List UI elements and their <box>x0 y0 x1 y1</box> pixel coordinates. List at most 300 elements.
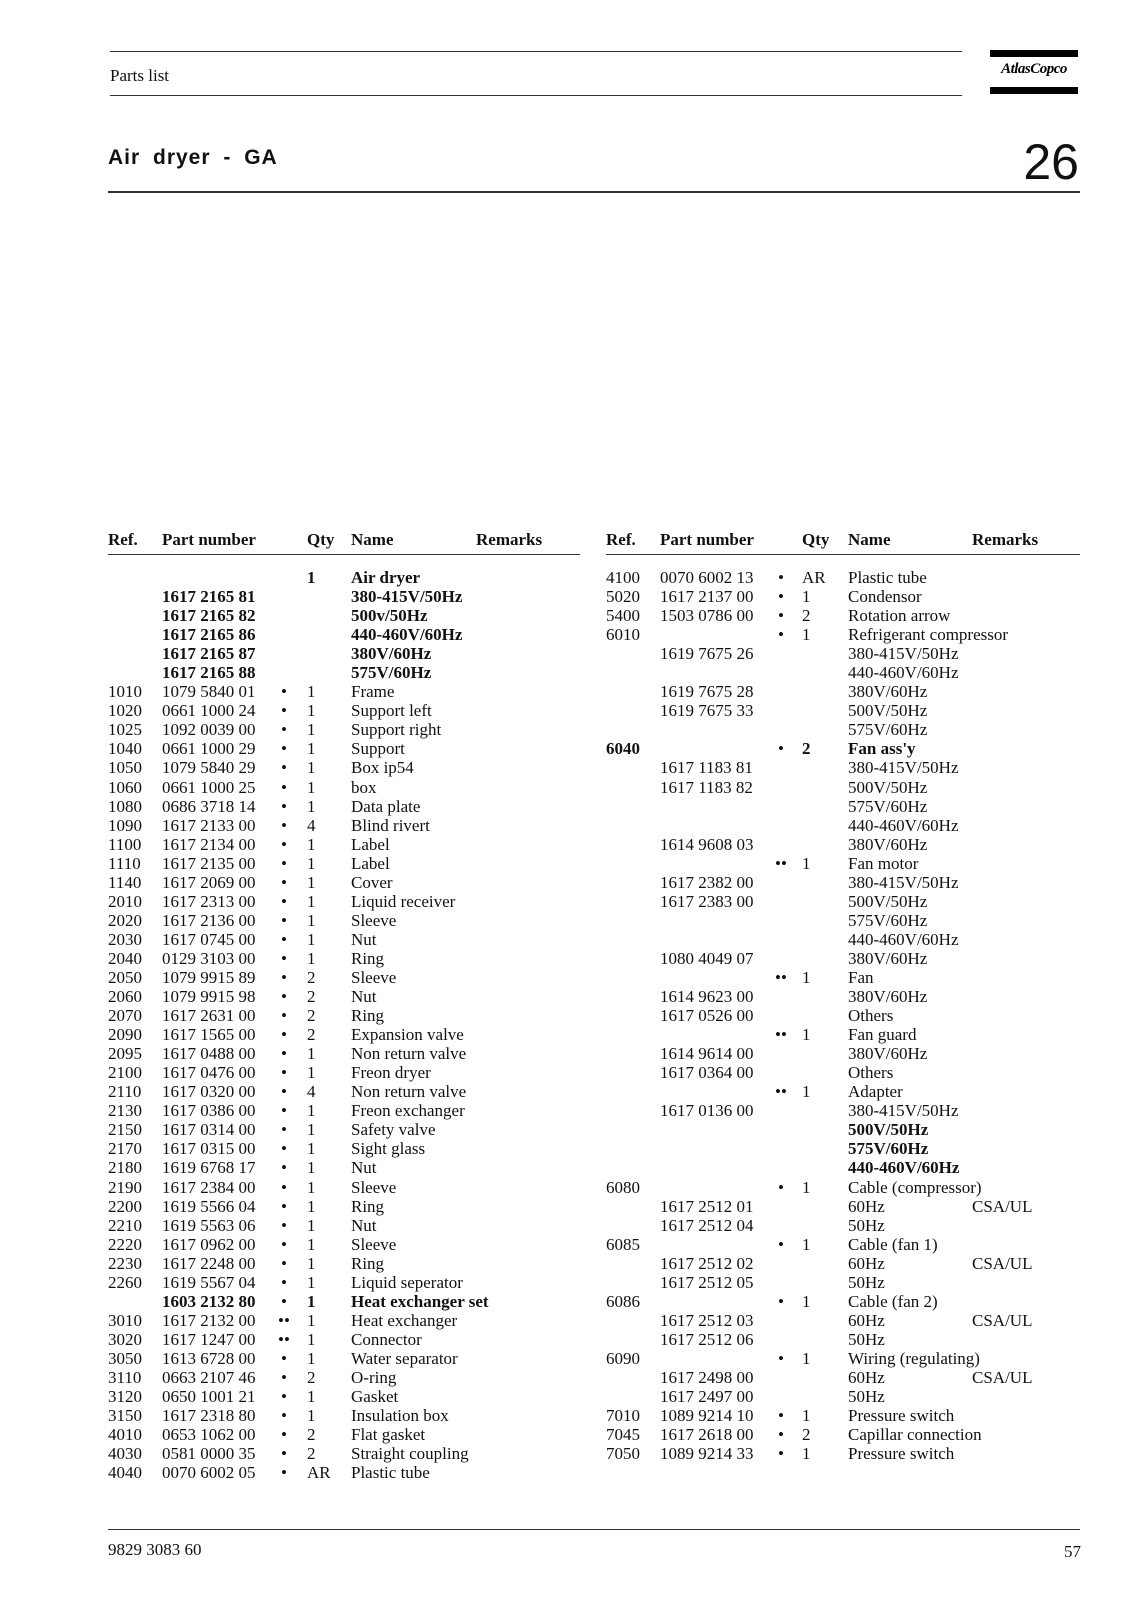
row-qty: 1 <box>307 1044 316 1064</box>
row-ref: 5020 <box>606 587 640 607</box>
row-part-number: 1617 2134 00 <box>162 834 256 854</box>
table-body-right <box>606 568 1080 1463</box>
table-row <box>108 1063 580 1082</box>
row-qty: 1 <box>307 929 316 949</box>
row-marker: • <box>778 568 784 587</box>
row-name: Fan ass'y <box>848 739 916 759</box>
row-qty: 1 <box>802 1025 811 1045</box>
row-ref: 1080 <box>108 796 142 816</box>
table-row <box>606 854 1080 873</box>
row-qty: 1 <box>307 1387 316 1407</box>
row-qty: 1 <box>307 720 316 740</box>
row-part-number: 0581 0000 35 <box>162 1444 256 1464</box>
row-name: Cable (compressor) <box>848 1177 982 1197</box>
row-qty: 1 <box>307 796 316 816</box>
table-row <box>606 644 1080 663</box>
table-row <box>108 625 580 644</box>
row-name: Support right <box>351 720 442 740</box>
row-name: Sleeve <box>351 1234 397 1254</box>
row-name: Condensor <box>848 587 922 607</box>
row-part-number: 1614 9608 03 <box>660 834 754 854</box>
row-marker: • <box>778 1425 784 1445</box>
table-header <box>108 530 580 552</box>
row-ref: 7010 <box>606 1406 640 1426</box>
table-row <box>606 701 1080 720</box>
row-marker: • <box>281 1101 287 1121</box>
row-part-number: 0650 1001 21 <box>162 1387 256 1407</box>
row-name: box <box>351 777 377 797</box>
row-name: Insulation box <box>351 1406 449 1426</box>
row-qty: 1 <box>802 1177 811 1197</box>
row-name: 500V/50Hz <box>848 1120 929 1140</box>
table-row <box>606 606 1080 625</box>
row-qty: 1 <box>802 1444 811 1464</box>
table-row <box>108 1101 580 1120</box>
row-ref: 6086 <box>606 1291 640 1311</box>
row-name: Freon dryer <box>351 1063 431 1083</box>
row-part-number: 1617 2382 00 <box>660 872 754 892</box>
row-part-number: 0653 1062 00 <box>162 1425 256 1445</box>
row-name: Sleeve <box>351 910 397 930</box>
table-row <box>108 1216 580 1235</box>
row-ref: 2130 <box>108 1101 142 1121</box>
row-marker: • <box>778 1234 784 1254</box>
row-name: 60Hz <box>848 1253 885 1273</box>
table-row <box>108 1006 580 1025</box>
table-row <box>606 892 1080 911</box>
row-qty: 1 <box>307 777 316 797</box>
row-part-number: 1617 1565 00 <box>162 1025 256 1045</box>
row-ref: 6085 <box>606 1234 640 1254</box>
row-name: Label <box>351 853 390 873</box>
row-qty: 1 <box>802 1291 811 1311</box>
row-marker: •• <box>278 1329 290 1349</box>
row-part-number: 1617 0315 00 <box>162 1139 256 1159</box>
table-row <box>606 758 1080 777</box>
row-part-number: 1617 2135 00 <box>162 853 256 873</box>
row-part-number: 1617 2165 86 <box>162 625 256 645</box>
row-marker: • <box>281 1044 287 1064</box>
row-name: Gasket <box>351 1387 399 1407</box>
row-ref: 3150 <box>108 1406 142 1426</box>
row-qty: 1 <box>307 1291 316 1311</box>
row-part-number: 1614 9623 00 <box>660 987 754 1007</box>
table-row <box>606 968 1080 987</box>
row-marker: • <box>778 1177 784 1197</box>
row-part-number: 1617 0314 00 <box>162 1120 256 1140</box>
row-name: Fan <box>848 967 874 987</box>
row-marker: • <box>281 853 287 873</box>
row-part-number: 1089 9214 10 <box>660 1406 754 1426</box>
table-row <box>108 778 580 797</box>
row-qty: 1 <box>802 1082 811 1102</box>
table-row <box>606 1349 1080 1368</box>
row-marker: • <box>281 834 287 854</box>
row-qty: 1 <box>307 1215 316 1235</box>
row-ref: 2090 <box>108 1025 142 1045</box>
row-ref: 2190 <box>108 1177 142 1197</box>
row-name: Liquid receiver <box>351 891 456 911</box>
row-qty: 2 <box>307 987 316 1007</box>
row-name: Frame <box>351 682 395 702</box>
row-ref: 2180 <box>108 1158 142 1178</box>
row-name: Fan motor <box>848 853 919 873</box>
row-name: Support left <box>351 701 432 721</box>
row-name: Ring <box>351 1006 385 1026</box>
row-part-number: 1619 5563 06 <box>162 1215 256 1235</box>
table-row <box>606 625 1080 644</box>
page-title: Air dryer - GA <box>108 146 278 169</box>
row-part-number: 1619 7675 33 <box>660 701 754 721</box>
row-name: Air dryer <box>351 568 421 587</box>
row-part-number: 1617 0320 00 <box>162 1082 256 1102</box>
row-name: Blind rivert <box>351 815 430 835</box>
row-marker: • <box>281 720 287 740</box>
row-ref: 2070 <box>108 1006 142 1026</box>
table-row <box>108 644 580 663</box>
table-row <box>108 854 580 873</box>
table-row <box>108 758 580 777</box>
row-marker: • <box>281 1387 287 1407</box>
header-top-rule <box>110 51 962 52</box>
row-name: 575V/60Hz <box>848 720 928 740</box>
row-marker: • <box>281 1406 287 1426</box>
row-part-number: 1617 2165 87 <box>162 644 256 664</box>
row-ref: 2170 <box>108 1139 142 1159</box>
row-part-number: 1617 2631 00 <box>162 1006 256 1026</box>
row-part-number: 1617 1183 82 <box>660 777 753 797</box>
row-qty: 4 <box>307 815 316 835</box>
row-part-number: 1617 1247 00 <box>162 1329 256 1349</box>
row-name: 50Hz <box>848 1272 885 1292</box>
row-qty: 1 <box>307 872 316 892</box>
row-marker: • <box>281 1234 287 1254</box>
row-name: Cable (fan 2) <box>848 1291 938 1311</box>
table-row <box>606 1139 1080 1158</box>
row-marker: • <box>281 1177 287 1197</box>
row-qty: 1 <box>307 1406 316 1426</box>
row-marker: •• <box>775 1082 787 1102</box>
row-name: Label <box>351 834 390 854</box>
row-part-number: 1617 0488 00 <box>162 1044 256 1064</box>
row-name: Support <box>351 739 405 759</box>
row-part-number: 1617 0364 00 <box>660 1063 754 1083</box>
row-ref: 1050 <box>108 758 142 778</box>
row-remarks: CSA/UL <box>972 1310 1033 1330</box>
row-ref: 2020 <box>108 910 142 930</box>
table-row <box>606 930 1080 949</box>
row-part-number: 1617 2384 00 <box>162 1177 256 1197</box>
document-number: 9829 3083 60 <box>108 1540 202 1559</box>
row-ref: 2030 <box>108 929 142 949</box>
row-marker: • <box>778 1444 784 1464</box>
row-qty: 1 <box>307 853 316 873</box>
row-name: Adapter <box>848 1082 903 1102</box>
row-qty: 1 <box>307 1234 316 1254</box>
row-name: Liquid seperator <box>351 1272 463 1292</box>
row-marker: • <box>281 1272 287 1292</box>
row-qty: 1 <box>307 682 316 702</box>
logo-top-bar <box>990 50 1078 57</box>
row-marker: • <box>281 1444 287 1464</box>
row-marker: • <box>281 739 287 759</box>
table-row <box>108 1158 580 1177</box>
row-part-number: 1617 2512 02 <box>660 1253 754 1273</box>
row-ref: 2260 <box>108 1272 142 1292</box>
table-row <box>108 1044 580 1063</box>
row-part-number: 1617 2136 00 <box>162 910 256 930</box>
row-part-number: 1619 7675 28 <box>660 682 754 702</box>
row-qty: 1 <box>307 1101 316 1121</box>
table-row <box>606 873 1080 892</box>
row-part-number: 1614 9614 00 <box>660 1044 754 1064</box>
table-row <box>108 930 580 949</box>
row-name: Rotation arrow <box>848 606 951 626</box>
table-row <box>108 873 580 892</box>
row-part-number: 1613 6728 00 <box>162 1348 256 1368</box>
row-qty: 2 <box>307 1025 316 1045</box>
table-row <box>108 1120 580 1139</box>
row-ref: 1090 <box>108 815 142 835</box>
row-name: Heat exchanger <box>351 1310 458 1330</box>
row-name: 50Hz <box>848 1329 885 1349</box>
table-row <box>108 1368 580 1387</box>
table-row <box>606 1387 1080 1406</box>
row-name: 575V/60Hz <box>848 910 928 930</box>
row-ref: 2230 <box>108 1253 142 1273</box>
row-marker: • <box>281 777 287 797</box>
table-row <box>606 1292 1080 1311</box>
row-marker: • <box>778 587 784 607</box>
row-part-number: 1503 0786 00 <box>660 606 754 626</box>
row-ref: 3020 <box>108 1329 142 1349</box>
row-qty: 2 <box>307 1367 316 1387</box>
row-ref: 4040 <box>108 1463 142 1483</box>
row-part-number: 1617 2248 00 <box>162 1253 256 1273</box>
row-marker: • <box>778 739 784 759</box>
table-header <box>606 530 1080 552</box>
row-name: Non return valve <box>351 1082 467 1102</box>
row-marker: • <box>281 1215 287 1235</box>
row-name: 500V/50Hz <box>848 777 928 797</box>
row-ref: 4100 <box>606 568 640 587</box>
header-name: Name <box>848 530 891 549</box>
row-ref: 3050 <box>108 1348 142 1368</box>
table-row <box>108 1273 580 1292</box>
row-ref: 1020 <box>108 701 142 721</box>
row-qty: 1 <box>802 967 811 987</box>
row-name: 380V/60Hz <box>848 987 928 1007</box>
row-marker: • <box>281 1006 287 1026</box>
row-part-number: 1617 2069 00 <box>162 872 256 892</box>
row-name: 500V/50Hz <box>848 891 928 911</box>
row-marker: •• <box>278 1310 290 1330</box>
table-row <box>606 911 1080 930</box>
row-ref: 6010 <box>606 625 640 645</box>
row-name: Freon exchanger <box>351 1101 465 1121</box>
row-qty: 1 <box>802 625 811 645</box>
row-marker: • <box>281 1139 287 1159</box>
row-name: Data plate <box>351 796 421 816</box>
table-row <box>108 587 580 606</box>
row-part-number: 1089 9214 33 <box>660 1444 754 1464</box>
table-row <box>108 1444 580 1463</box>
row-marker: • <box>281 682 287 702</box>
table-row <box>606 949 1080 968</box>
row-part-number: 1619 7675 26 <box>660 644 754 664</box>
row-part-number: 1617 2498 00 <box>660 1367 754 1387</box>
row-marker: • <box>778 1291 784 1311</box>
table-row <box>606 987 1080 1006</box>
row-qty: 1 <box>802 853 811 873</box>
row-qty: 1 <box>307 1158 316 1178</box>
row-qty: 4 <box>307 1082 316 1102</box>
row-name: Expansion valve <box>351 1025 464 1045</box>
row-remarks: CSA/UL <box>972 1196 1033 1216</box>
logo-brand-text: AtlasCopco <box>1001 61 1067 77</box>
row-name: Refrigerant compressor <box>848 625 1009 645</box>
header-part-number: Part number <box>162 530 256 549</box>
row-marker: • <box>281 701 287 721</box>
row-qty: 1 <box>802 1234 811 1254</box>
row-part-number: 1079 5840 01 <box>162 682 256 702</box>
row-qty: 1 <box>307 834 316 854</box>
table-row <box>108 606 580 625</box>
table-row <box>606 1158 1080 1177</box>
row-qty: 2 <box>802 1425 811 1445</box>
row-qty: 2 <box>802 606 811 626</box>
row-marker: •• <box>775 967 787 987</box>
row-part-number: 1603 2132 80 <box>162 1291 256 1311</box>
table-row <box>108 892 580 911</box>
section-number: 26 <box>1023 134 1079 190</box>
table-row <box>108 682 580 701</box>
header-ref: Ref. <box>108 530 138 549</box>
row-marker: • <box>281 1082 287 1102</box>
row-name: Non return valve <box>351 1044 467 1064</box>
header-remarks: Remarks <box>476 530 543 549</box>
row-marker: • <box>281 872 287 892</box>
row-name: Sleeve <box>351 967 397 987</box>
row-name: 575V/60Hz <box>848 796 928 816</box>
header-qty: Qty <box>307 530 335 549</box>
row-part-number: 1617 2512 05 <box>660 1272 754 1292</box>
row-qty: 1 <box>307 1196 316 1216</box>
row-name: 440-460V/60Hz <box>351 625 463 645</box>
table-row <box>606 1025 1080 1044</box>
row-marker: •• <box>775 1025 787 1045</box>
row-ref: 1010 <box>108 682 142 702</box>
row-name: Cover <box>351 872 393 892</box>
row-name: Others <box>848 1006 894 1026</box>
row-ref: 1140 <box>108 872 142 892</box>
row-part-number: 1617 2512 04 <box>660 1215 754 1235</box>
row-qty: 1 <box>307 1120 316 1140</box>
row-part-number: 1617 0476 00 <box>162 1063 256 1083</box>
row-part-number: 1619 5566 04 <box>162 1196 256 1216</box>
table-row <box>108 568 580 587</box>
table-row <box>108 1139 580 1158</box>
table-row <box>606 1235 1080 1254</box>
row-qty: 1 <box>307 739 316 759</box>
header-name: Name <box>351 530 394 549</box>
table-row <box>606 568 1080 587</box>
row-ref: 6090 <box>606 1348 640 1368</box>
row-qty: 1 <box>307 910 316 930</box>
row-marker: • <box>778 625 784 645</box>
row-name: 380V/60Hz <box>848 682 928 702</box>
table-row <box>108 1349 580 1368</box>
row-name: 500v/50Hz <box>351 606 428 626</box>
row-name: Nut <box>351 987 377 1007</box>
row-ref: 5400 <box>606 606 640 626</box>
title-rule <box>108 191 1080 193</box>
row-marker: •• <box>775 853 787 873</box>
row-ref: 2095 <box>108 1044 142 1064</box>
row-name: 380-415V/50Hz <box>848 758 959 778</box>
table-row <box>108 1082 580 1101</box>
row-part-number: 1617 2313 00 <box>162 891 256 911</box>
row-part-number: 1617 0526 00 <box>660 1006 754 1026</box>
row-name: Nut <box>351 929 377 949</box>
row-name: 60Hz <box>848 1196 885 1216</box>
table-row <box>108 968 580 987</box>
row-qty: 1 <box>307 758 316 778</box>
row-ref: 1110 <box>108 853 141 873</box>
header-part-number: Part number <box>660 530 754 549</box>
table-row <box>606 1120 1080 1139</box>
row-name: 60Hz <box>848 1367 885 1387</box>
table-row <box>108 987 580 1006</box>
row-part-number: 1619 5567 04 <box>162 1272 256 1292</box>
table-row <box>606 1425 1080 1444</box>
table-row <box>108 1197 580 1216</box>
row-part-number: 1617 2497 00 <box>660 1387 754 1407</box>
row-name: Ring <box>351 1253 385 1273</box>
row-part-number: 1079 5840 29 <box>162 758 256 778</box>
row-name: 380-415V/50Hz <box>848 1101 959 1121</box>
row-ref: 2110 <box>108 1082 142 1102</box>
row-name: Nut <box>351 1215 377 1235</box>
row-marker: • <box>281 948 287 968</box>
table-row <box>606 663 1080 682</box>
table-row <box>606 1006 1080 1025</box>
table-row <box>606 1082 1080 1101</box>
header-ref: Ref. <box>606 530 636 549</box>
table-row <box>606 1197 1080 1216</box>
table-row <box>108 1254 580 1273</box>
row-name: 380V/60Hz <box>848 834 928 854</box>
row-marker: • <box>281 758 287 778</box>
table-row <box>606 1330 1080 1349</box>
row-ref: 4010 <box>108 1425 142 1445</box>
row-part-number: 1617 2512 01 <box>660 1196 754 1216</box>
row-part-number: 1617 2618 00 <box>660 1425 754 1445</box>
row-part-number: 0070 6002 13 <box>660 568 754 587</box>
table-row <box>606 835 1080 854</box>
header-remarks: Remarks <box>972 530 1039 549</box>
row-marker: • <box>281 1253 287 1273</box>
row-name: 440-460V/60Hz <box>848 929 959 949</box>
row-ref: 2060 <box>108 987 142 1007</box>
row-qty: 1 <box>307 1329 316 1349</box>
row-ref: 2220 <box>108 1234 142 1254</box>
row-marker: • <box>281 1425 287 1445</box>
parts-table-left <box>108 530 580 1483</box>
row-part-number: 1617 2165 82 <box>162 606 256 626</box>
table-row <box>108 911 580 930</box>
table-row <box>606 1063 1080 1082</box>
